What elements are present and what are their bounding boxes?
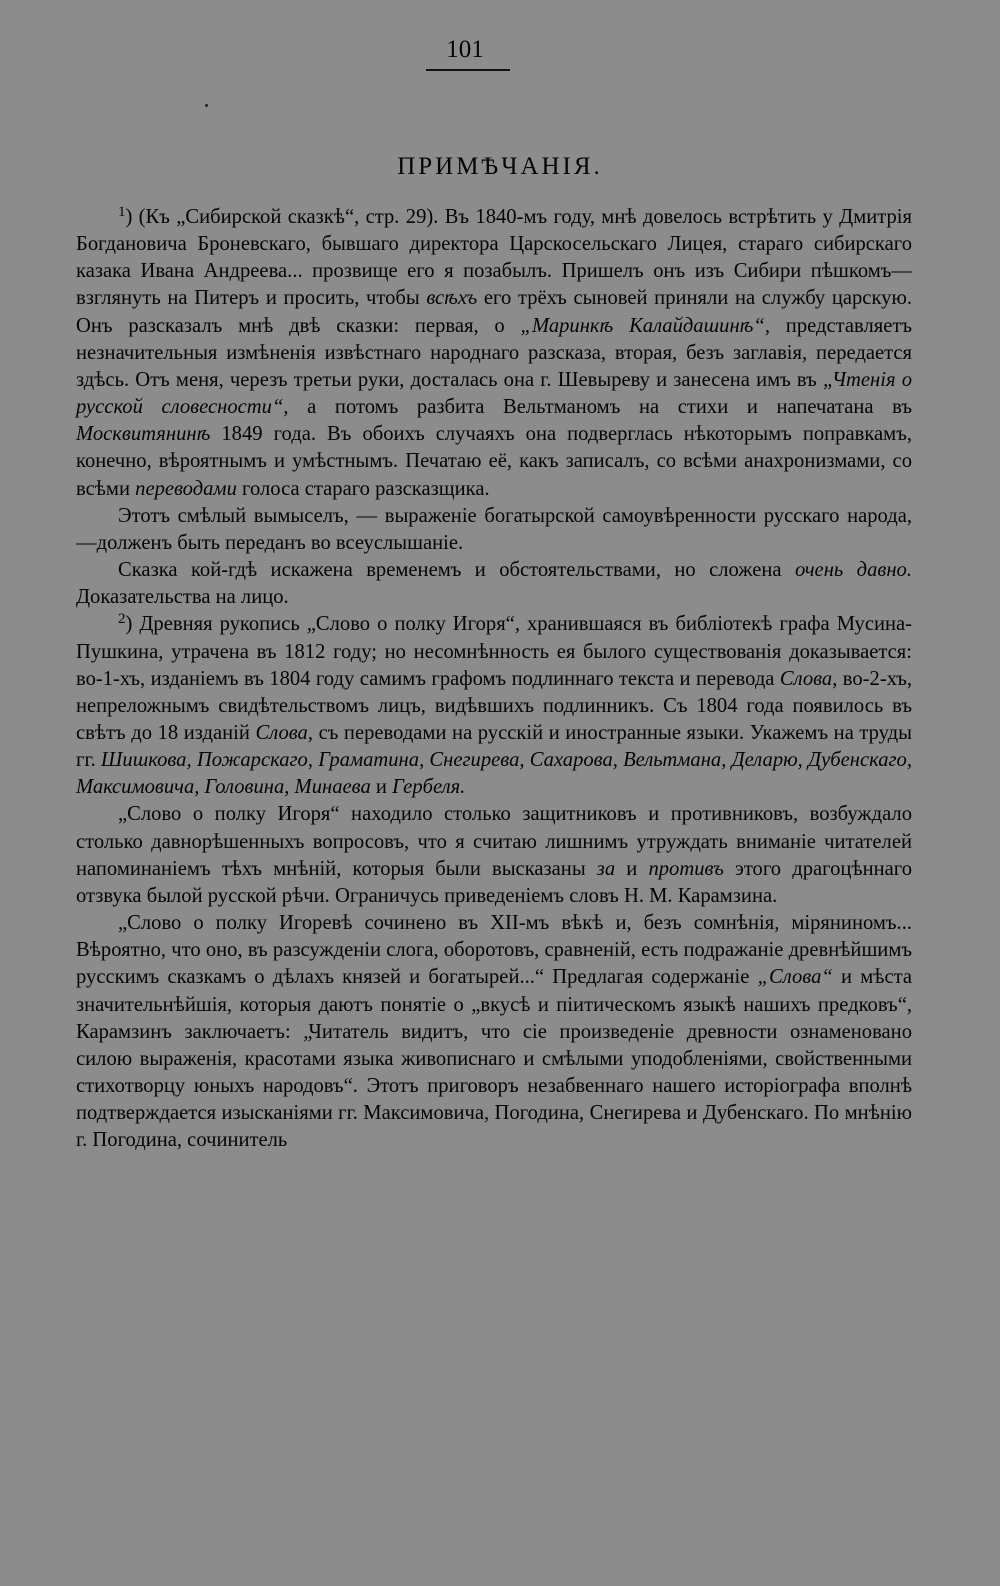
paragraph-emphasis: за [596, 857, 616, 880]
paragraph-slovo-debate [76, 801, 912, 910]
section-heading: ПРИМѢЧАНІЯ. [397, 153, 603, 180]
paragraph-emphasis: противъ [648, 857, 724, 880]
footnote-1-title-marinka: „Маринкѣ Калайдашинѣ“ [520, 314, 765, 337]
footnote-2-text: , съ переводами на русскій и иностранные языки. Укажемъ на труды гг. [76, 721, 912, 772]
footnote-2-text: , во-2-хъ, непреложнымъ свидѣтельствомъ лицъ, видѣвшихъ подлинникъ. Съ 1804 года появилось въ свѣтъ до 18 изданій [76, 667, 912, 744]
paragraph-emphasis: очень давно. [794, 559, 913, 582]
page-number-rule [426, 69, 510, 71]
paragraph-bold-fiction: Этотъ смѣлый вымыселъ, — выраженіе богатырской самоувѣренности русскаго народа,—долженъ быть переданъ во всеуслышаніе. [76, 504, 912, 554]
footnote-1-emphasis: переводами [135, 477, 237, 500]
paragraph-tale-age [76, 557, 912, 611]
footnote-1-text: , представляетъ незначительныя измѣненія извѣстнаго народнаго разсказа, вторая, безъ заглавія, передается здѣсь. Отъ меня, черезъ третьи руки, досталась она г. Шевыреву и занесена имъ въ [76, 314, 912, 391]
footnote-1-title-moskvityanin: Москвитянинѣ [76, 423, 211, 446]
footnote-1-text: 1849 года. Въ обоихъ случаяхъ она подверглась нѣкоторымъ поправкамъ, конечно, вѣроятнымъ и умѣстнымъ. Печатаю её, какъ записалъ, со всѣми анахронизмами, со всѣми [76, 423, 912, 500]
footnote-2-title-slovo: Слова [779, 667, 833, 690]
paragraph-text: „Слово о полку Игоря“ находило столько защитниковъ и противниковъ, возбуждало столько давнорѣшенныхъ вопросовъ, что я считаю лишнимъ утруждать вниманіе читателей напоминаніемъ тѣхъ мнѣній, которыя были высказаны [76, 803, 912, 880]
paragraph-text: этого драгоцѣннаго отзвука былой русской рѣчи. Ограничусь приведеніемъ словъ Н. М. Карамзина. [76, 857, 912, 907]
page-number: 101 [446, 36, 484, 63]
footnote-1 [76, 204, 912, 503]
ink-speck [205, 104, 208, 107]
paragraph-emphasis: „Слова“ [757, 966, 833, 989]
footnote-2 [76, 611, 912, 801]
footnote-1-text: , а потомъ разбита Вельтманомъ на стихи и напечатана въ [283, 396, 913, 419]
paragraph-text: Доказательства на лицо. [76, 586, 289, 609]
paragraph-karamzin-quote [76, 910, 912, 1154]
footnote-2-text: и [370, 776, 393, 799]
footnote-1-text: голоса стараго разсказщика. [236, 477, 490, 500]
footnote-1-text: его трёхъ сыновей приняли на службу царскую. Онъ разсказалъ мнѣ двѣ сказки: первая, о [76, 287, 912, 337]
footnote-2-title-slovo: Слова [255, 721, 308, 744]
footnote-2-author-gerbel: Гербеля. [392, 776, 466, 799]
footnote-1-title-chteniya: „Чтенія о русской словесности“ [76, 368, 912, 419]
footnote-marker-2: 2 [118, 611, 126, 628]
paragraph-text: Сказка кой-гдѣ искажена временемъ и обстоятельствами, но сложена [118, 559, 795, 582]
footnote-marker-1: 1 [118, 204, 126, 220]
footnote-2-author-list: Шишкова, Пожарскаго, Граматина, Снегирева, Сахарова, Вельтмана, Деларю, Дубенскаго, Максимовича, Головина, Минаева [76, 749, 912, 799]
footnote-2-text: ) Древняя рукопись „Слово о полку Игоря“, хранившаяся въ библіотекѣ графа Мусина-Пушкина, утрачена въ 1812 году; но несомнѣнность ея былого существованія доказывается: во-1-хъ, изданіемъ въ 1804 году самимъ графомъ подлиннаго текста и перевода [76, 613, 912, 690]
notes-body [76, 204, 912, 1154]
footnote-1-text: ) (Къ „Сибирской сказкѣ“, стр. 29). Въ 1840-мъ году, мнѣ довелось встрѣтить у Дмитрія Богдановича Броневскаго, бывшаго директора Царскосельскаго Лицея, стараго сибирскаго казака Ивана Андреева... прозвище его я позабылъ. Пришелъ онъ изъ Сибири пѣшкомъ—взглянуть на Питеръ и просить, чтобы [76, 206, 912, 310]
paragraph-text: и [615, 857, 649, 880]
footnote-1-emphasis: всѣхъ [426, 287, 478, 310]
paragraph-text: „Слово о полку Игоревѣ сочинено въ XII-мъ вѣкѣ и, безъ сомнѣнія, міряниномъ... Вѣроятно, что оно, въ разсужденіи слога, оборотовъ, сравненій, есть подражаніе древнѣйшимъ русскимъ сказкамъ о дѣлахъ князей и богатырей...“ Предлагая содержаніе [76, 912, 912, 989]
paragraph-text: и мѣста значительнѣйшія, которыя даютъ понятіе о „вкусѣ и піитическомъ языкѣ нашихъ предковъ“, Карамзинъ заключаетъ: „Читатель видитъ, что сіе произведеніе древности ознаменовано силою выраженія, красотами языка живописнаго и смѣлыми уподобленіями, свойственными стихотворцу юныхъ народовъ“. Этотъ приговоръ незабвеннаго нашего исторіографа вполнѣ подтверждается изысканіями гг. Максимовича, Погодина, Снегирева и Дубенскаго. По мнѣнію г. Погодина, сочинитель [76, 966, 912, 1152]
